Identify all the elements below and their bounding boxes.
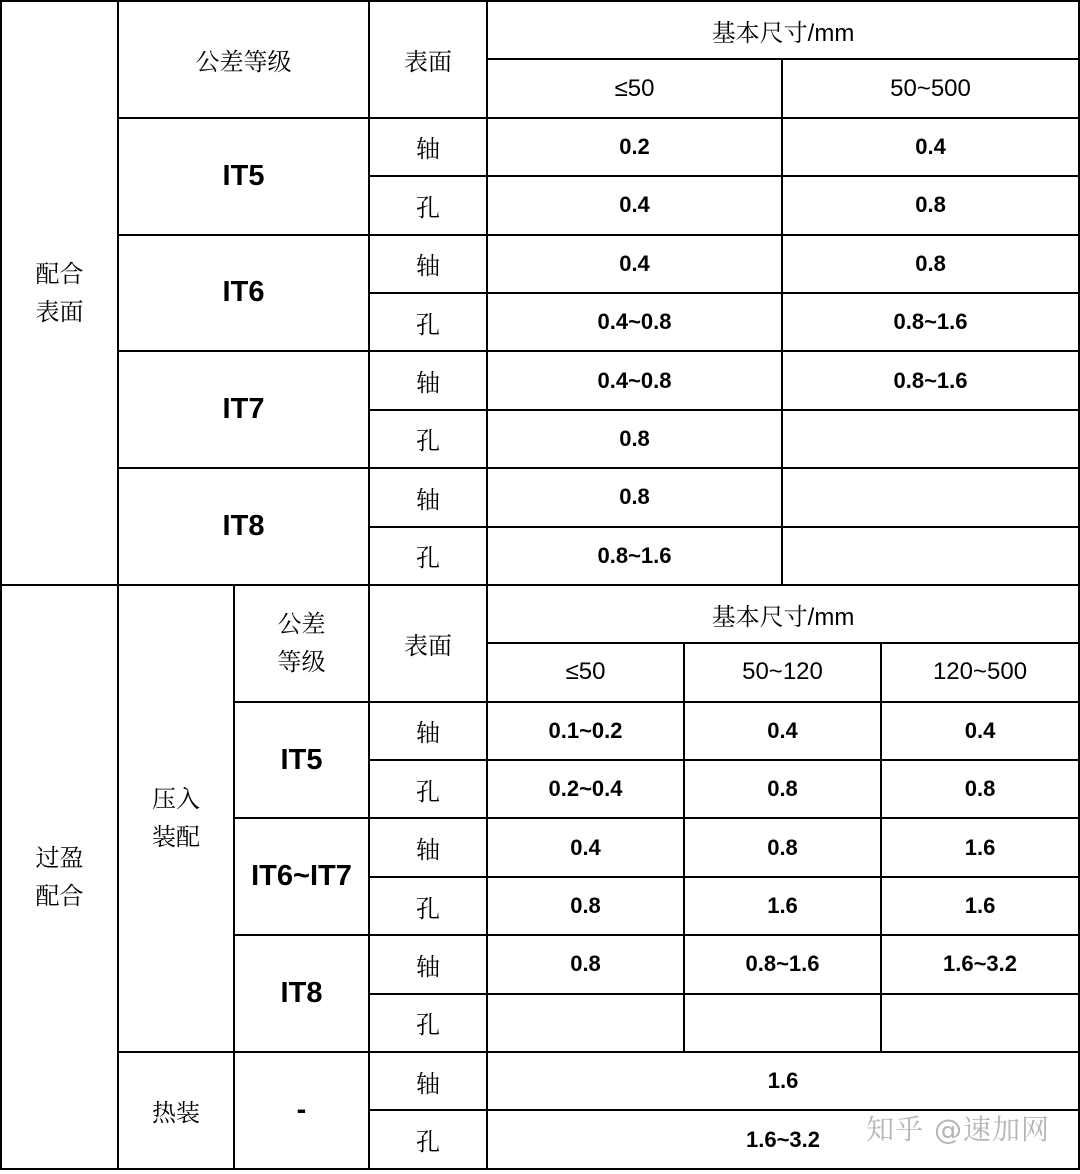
- fit-grade-header: 公差等级: [118, 1, 369, 118]
- value-cell: 0.8: [684, 818, 881, 876]
- interference-grade-it5: IT5: [234, 702, 369, 819]
- value-cell: 0.8: [487, 935, 684, 993]
- value-cell: [782, 527, 1079, 585]
- fit-size-header: 基本尺寸/mm: [487, 1, 1079, 59]
- value-cell: [881, 994, 1079, 1052]
- value-cell: 0.8: [881, 760, 1079, 818]
- surface-shaft: 轴: [369, 351, 487, 409]
- fit-surface-header: 表面: [369, 1, 487, 118]
- value-cell: 0.8~1.6: [684, 935, 881, 993]
- value-cell: 0.4: [782, 118, 1079, 176]
- surface-hole: 孔: [369, 176, 487, 234]
- value-cell: 1.6: [487, 1052, 1079, 1110]
- value-cell: 0.4: [881, 702, 1079, 760]
- value-cell: 0.4: [487, 176, 782, 234]
- value-cell: [487, 994, 684, 1052]
- surface-shaft: 轴: [369, 235, 487, 293]
- value-cell: 0.8: [487, 410, 782, 468]
- surface-shaft: 轴: [369, 468, 487, 526]
- fit-grade-it7: IT7: [118, 351, 369, 468]
- value-cell: 0.8: [782, 176, 1079, 234]
- interference-grade-it8: IT8: [234, 935, 369, 1052]
- value-cell: 1.6~3.2: [487, 1110, 1079, 1168]
- table-row: [1, 468, 1079, 526]
- shrink-fit-cell: 热装: [118, 1052, 234, 1169]
- value-cell: 0.4: [684, 702, 881, 760]
- surface-hole: 孔: [369, 410, 487, 468]
- interference-grade-header: 公差 等级: [234, 585, 369, 702]
- watermark: 知乎 @速加网: [866, 1113, 1050, 1146]
- surface-hole: 孔: [369, 293, 487, 351]
- interference-header-row-1: [1, 585, 1079, 643]
- value-cell: 1.6~3.2: [881, 935, 1079, 993]
- surface-shaft: 轴: [369, 818, 487, 876]
- value-cell: 0.2~0.4: [487, 760, 684, 818]
- table-row: [1, 235, 1079, 293]
- value-cell: 0.1~0.2: [487, 702, 684, 760]
- table-row: [1, 351, 1079, 409]
- value-cell: [782, 410, 1079, 468]
- shrink-fit-grade: -: [234, 1052, 369, 1169]
- value-cell: 0.8: [487, 877, 684, 935]
- interference-size-col-1: ≤50: [487, 643, 684, 701]
- press-fit-cell: 压入 装配: [118, 585, 234, 1052]
- table-row: [1, 1052, 1079, 1110]
- fit-category-cell: 配合 表面: [1, 1, 118, 585]
- interference-size-col-2: 50~120: [684, 643, 881, 701]
- surface-shaft: 轴: [369, 1052, 487, 1110]
- value-cell: 1.6: [881, 877, 1079, 935]
- table-row: [1, 118, 1079, 176]
- interference-surface-header: 表面: [369, 585, 487, 702]
- value-cell: [684, 994, 881, 1052]
- surface-hole: 孔: [369, 1110, 487, 1168]
- surface-hole: 孔: [369, 994, 487, 1052]
- interference-grade-it6-it7: IT6~IT7: [234, 818, 369, 935]
- value-cell: 0.4: [487, 818, 684, 876]
- surface-shaft: 轴: [369, 935, 487, 993]
- value-cell: 0.8: [487, 468, 782, 526]
- surface-shaft: 轴: [369, 118, 487, 176]
- fit-size-col-2: 50~500: [782, 59, 1079, 117]
- value-cell: 0.8: [684, 760, 881, 818]
- value-cell: 1.6: [881, 818, 1079, 876]
- interference-size-col-3: 120~500: [881, 643, 1079, 701]
- value-cell: 0.2: [487, 118, 782, 176]
- value-cell: 0.4~0.8: [487, 351, 782, 409]
- interference-size-header: 基本尺寸/mm: [487, 585, 1079, 643]
- surface-hole: 孔: [369, 527, 487, 585]
- surface-hole: 孔: [369, 877, 487, 935]
- value-cell: 0.8: [782, 235, 1079, 293]
- surface-hole: 孔: [369, 760, 487, 818]
- fit-grade-it5: IT5: [118, 118, 369, 235]
- surface-shaft: 轴: [369, 702, 487, 760]
- value-cell: 0.4~0.8: [487, 293, 782, 351]
- fit-grade-it8: IT8: [118, 468, 369, 585]
- value-cell: 0.8~1.6: [487, 527, 782, 585]
- value-cell: [782, 468, 1079, 526]
- fit-grade-it6: IT6: [118, 235, 369, 352]
- value-cell: 0.8~1.6: [782, 351, 1079, 409]
- value-cell: 0.8~1.6: [782, 293, 1079, 351]
- value-cell: 0.4: [487, 235, 782, 293]
- value-cell: 1.6: [684, 877, 881, 935]
- fit-size-col-1: ≤50: [487, 59, 782, 117]
- interference-category-cell: 过盈 配合: [1, 585, 118, 1169]
- fit-header-row-1: [1, 1, 1079, 59]
